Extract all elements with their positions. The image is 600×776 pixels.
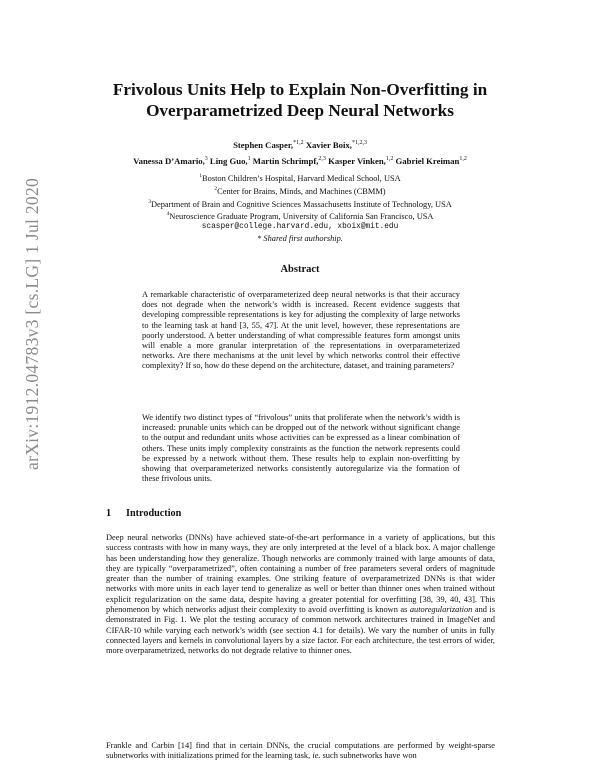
section-heading-introduction — [106, 508, 181, 519]
affiliation-4: $^4$Neuroscience Graduate Program, University of California San Francisco, USA — [166, 211, 434, 222]
title-line-2: Overparametrized Deep Neural Networks — [146, 101, 454, 120]
emphasized-term: autoregularization — [409, 605, 473, 615]
arxiv-identifier[interactable]: arXiv:1912.04783v3 [cs.LG] 1 Jul 2020 — [22, 177, 42, 470]
affiliations — [0, 171, 600, 244]
affiliation-3: $^3$Department of Brain and Cognitive Sciences Massachusetts Institute of Technology, USA — [148, 198, 452, 209]
author-affiliation-mark: 2,3 — [318, 155, 326, 162]
intro-paragraph-1: Deep neural networks (DNNs) have achieved state-of-the-art performance in a variety of applications, but this success contrasts with how in many ways, they are only interpreted at the level of a black box. A major challenge has been understanding how they generalize. Though networks are commonly trained with large amounts of data, they are typically “overparametrized”, often containing a number of free parameters several orders of magnitude greater than the number of training examples. One striking feature of overparametrized DNNs is that wider networks with more units in each layer tend to generalize as well or better than thinner ones when trained without explicit regularization on the same data, despite having a greater potential for overfitting [38, 39, 40, 43]. This phenomenon by which networks adjust their complexity to avoid overfitting is known as autoregularization and is demonstrated in Fig. 1. We plot the testing accuracy of common network architectures trained in ImageNet and CIFAR-10 while varying each network’s width (see section 4.1 for details). We vary the number of units in fully connected layers and kernels in convolutional layers by a size factor. For each architecture, the test errors of wider, more overparametrized, networks do not degrade relative to thinner ones. — [106, 533, 496, 656]
author-name: Vanessa D’Amario, — [133, 155, 205, 166]
author-name: Kasper Vinken, — [328, 155, 386, 166]
author-name: Stephen Casper, — [233, 139, 294, 150]
author-affiliation-mark: 3 — [204, 155, 208, 162]
section-number: 1 — [106, 508, 112, 519]
author-affiliation-mark: 1 — [247, 155, 251, 162]
abstract-paragraph-2: We identify two distinct types of “frivolous” units that proliferate when the network’s width is increased: prunable units which can be dropped out of the network without significant change to the output and redundant units whose activities can be expressed as a linear combination of others. These units imply complexity constraints as the function the network represents could be expressed by a network without them. These results help to explain non-overfitting by showing that overparameterized networks consistently autoregularize via the formation of these frivolous units. — [142, 413, 460, 484]
authors-line-2 — [0, 152, 600, 168]
contact-emails[interactable]: scasper@college.harvard.edu, xboix@mit.edu — [201, 223, 399, 232]
authors-line-1 — [0, 136, 600, 152]
abstract-paragraph-1: A remarkable characteristic of overparameterized deep neural networks is that their accuracy does not degrade when the network’s width is increased. Recent evidence suggests that developing compressible representations is key for adjusting the complexity of large networks to the learning task at hand [3, 55, 47]. At the unit level, however, these representations are poorly understood. A better understanding of what compressible features form amongst units will enable a more granular interpretation of the representations in overparameterized networks. Are there mechanisms at the unit level by which networks control their effective complexity? If so, how do these depend on the architecture, dataset, and training parameters? — [142, 290, 460, 371]
author-affiliation-mark: 1,2 — [385, 155, 394, 162]
title-line-1: Frivolous Units Help to Explain Non-Overfitting in — [112, 80, 488, 99]
emphasized-term: ie. — [312, 751, 321, 761]
author-affiliation-mark: *1,2 — [293, 140, 304, 146]
author-affiliation-mark: *1,2,3 — [351, 140, 367, 146]
author-name: Ling Guo, — [209, 155, 248, 166]
shared-authorship-note: * Shared first authorship. — [257, 234, 343, 244]
author-name: Xavier Boix, — [305, 139, 352, 150]
author-affiliation-mark: 1,2 — [459, 155, 467, 162]
abstract-heading: Abstract — [280, 264, 320, 275]
section-title: Introduction — [126, 508, 182, 519]
intro-paragraph-2: Frankle and Carbin [14] find that in certain DNNs, the crucial computations are performed by weight-sparse subnetworks with initializations primed for the learning task, ie. such subnetworks have won — [106, 741, 495, 761]
author-name: Gabriel Kreiman — [395, 155, 460, 166]
author-list — [0, 136, 600, 168]
author-name: Martin Schrimpf, — [252, 155, 319, 166]
affiliation-1: $^1$Boston Children’s Hospital, Harvard Medical School, USA — [199, 173, 401, 183]
paper-title — [0, 79, 600, 121]
affiliation-2: $^2$Center for Brains, Minds, and Machines (CBMM) — [214, 185, 386, 196]
